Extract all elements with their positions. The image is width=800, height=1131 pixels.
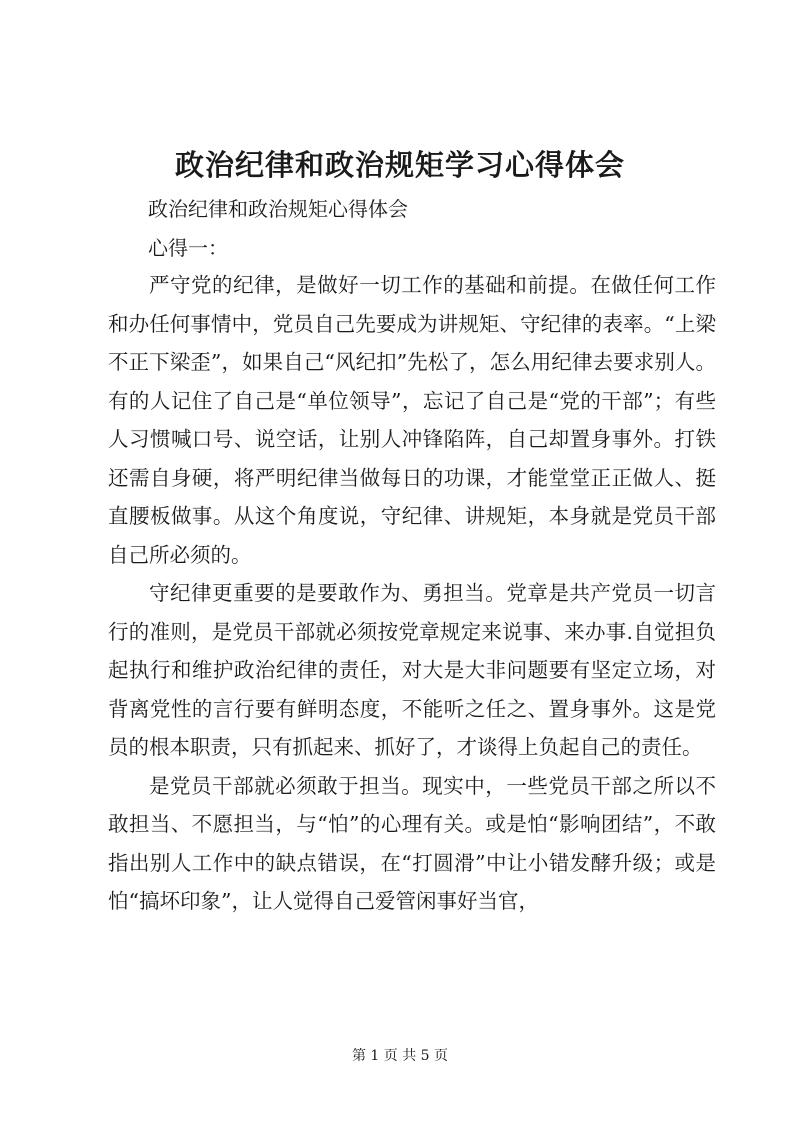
document-subtitle: 政治纪律和政治规矩心得体会 <box>148 197 408 221</box>
paragraph: 守纪律更重要的是要敢作为、勇担当。党章是共产党员一切言行的准则，是党员干部就必须按党章规定来说事、来办事.自觉担负起执行和维护政治纪律的责任，对大是大非问题要有坚定立场，对背离党性的言行要有鲜明态度，不能听之任之、置身事外。这是党员的根本职责，只有抓起来、抓好了，才谈得上负起自己的责任。 <box>108 581 716 759</box>
document-title: 政治纪律和政治规矩学习心得体会 <box>174 148 625 182</box>
body-text <box>108 266 716 921</box>
page-footer: 第 1 页 共 5 页 <box>351 1048 449 1064</box>
section-label: 心得一： <box>148 236 228 260</box>
paragraph: 严守党的纪律，是做好一切工作的基础和前提。在做任何工作和办任何事情中，党员自己先要成为讲规矩、守纪律的表率。“上梁不正下梁歪”，如果自己“风纪扣”先松了，怎么用纪律去要求别人。有的人记住了自己是“单位领导”，忘记了自己是“党的干部”；有些人习惯喊口号、说空话，让别人冲锋陷阵，自己却置身事外。打铁还需自身硬，将严明纪律当做每日的功课，才能堂堂正正做人、挺直腰板做事。从这个角度说，守纪律、讲规矩，本身就是党员干部自己所必须的。 <box>108 273 716 567</box>
paragraph: 是党员干部就必须敢于担当。现实中，一些党员干部之所以不敢担当、不愿担当，与“怕”的心理有关。或是怕“影响团结”，不敢指出别人工作中的缺点错误，在“打圆滑”中让小错发酵升级；或是怕“搞坏印象”，让人觉得自己爱管闲事好当官， <box>108 773 716 913</box>
